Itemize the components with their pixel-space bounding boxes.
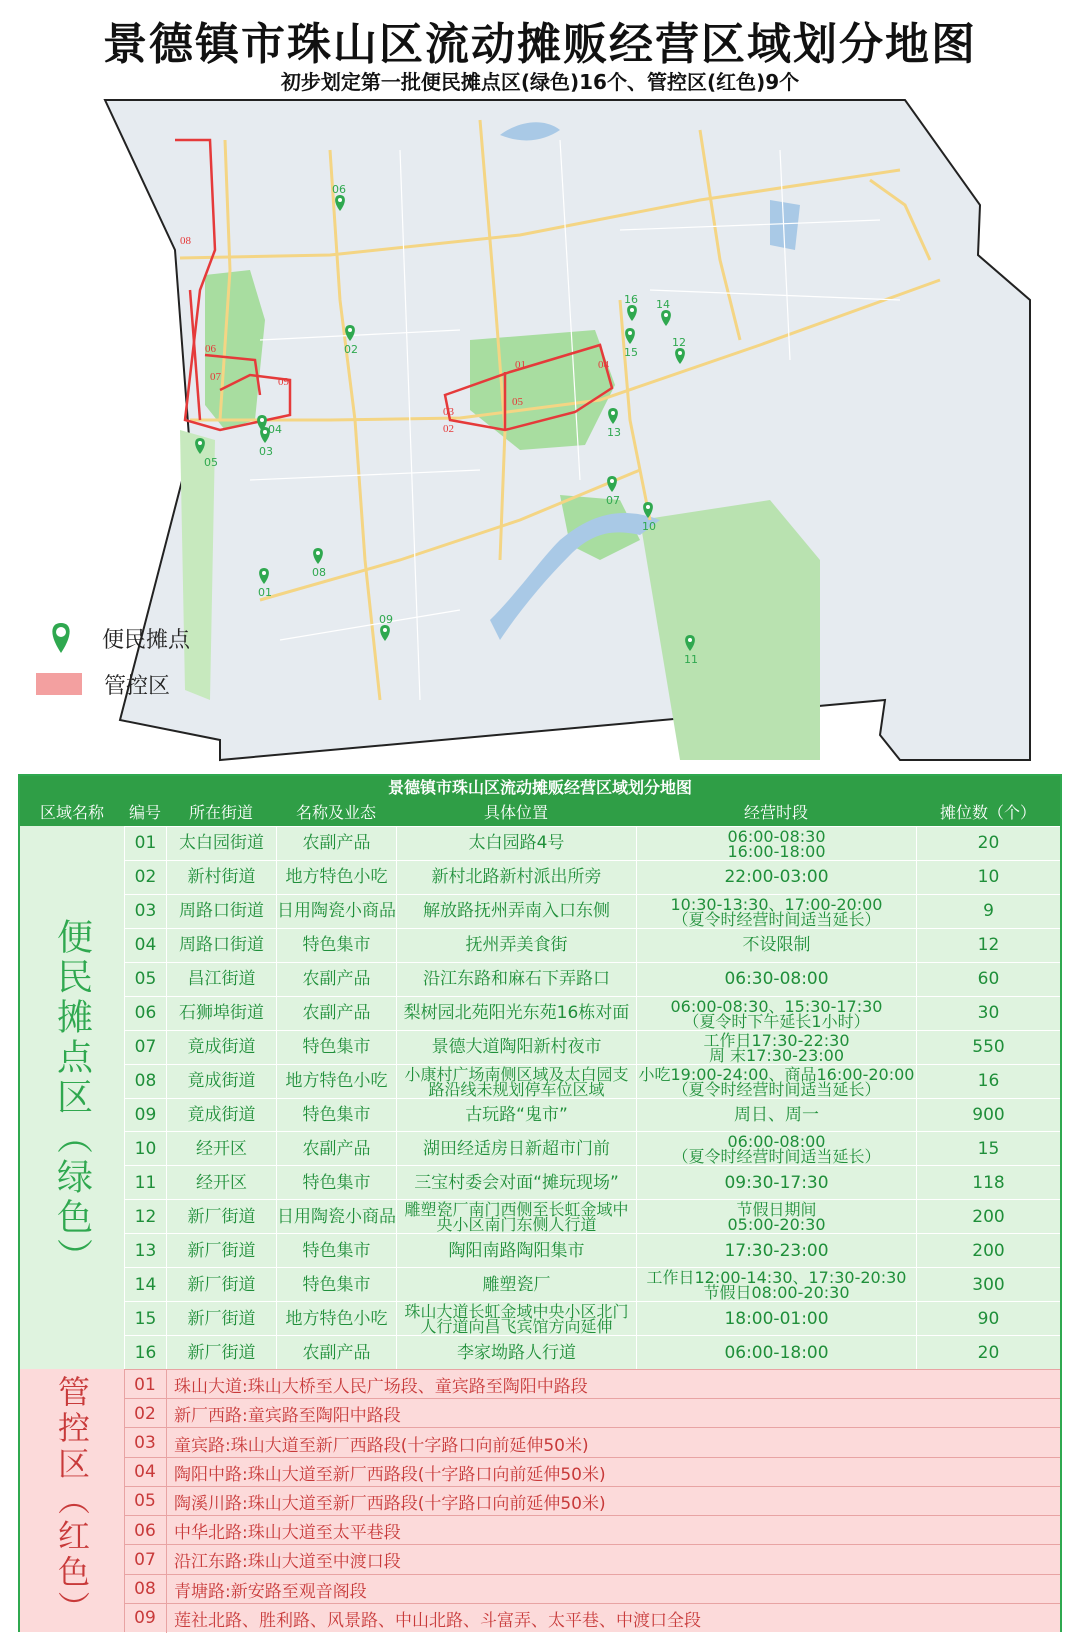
cell-time: 09:30-17:30 xyxy=(636,1166,916,1200)
cell-no: 01 xyxy=(124,1370,167,1399)
control-zone-label: 07 xyxy=(210,371,221,383)
cell-time: 06:30-08:00 xyxy=(636,963,916,997)
cell-location: 抚州弄美食街 xyxy=(396,929,636,963)
cell-location: 陶阳南路陶阳集市 xyxy=(396,1234,636,1268)
header-cell: 所在街道 xyxy=(188,803,253,822)
table-row xyxy=(124,1335,1060,1370)
legend-pin-label: 便民摊点 xyxy=(102,627,191,653)
green-zone-section xyxy=(20,826,1060,1369)
table-row xyxy=(124,928,1060,963)
table-row xyxy=(124,1544,1060,1574)
header-cell: 具体位置 xyxy=(483,803,548,822)
cell-street: 新厂街道 xyxy=(166,1234,276,1268)
table-row xyxy=(124,1457,1060,1487)
cell-location: 三宝村委会对面“摊玩现场” xyxy=(396,1166,636,1200)
control-zone-label: 08 xyxy=(180,235,191,247)
table-row xyxy=(124,1131,1060,1166)
legend-red-label: 管控区 xyxy=(104,673,171,699)
cell-time: 工作日12:00-14:30、17:30-20:30 节假日08:00-20:30 xyxy=(636,1268,916,1302)
table-row xyxy=(124,1030,1060,1065)
cell-time: 小吃19:00-24:00、商品16:00-20:00 （夏令时经营时间适当延长） xyxy=(636,1065,916,1099)
svg-text:06: 06 xyxy=(332,183,346,196)
control-zone-label: 02 xyxy=(443,423,454,435)
red-swatch xyxy=(36,673,82,695)
cell-count: 10 xyxy=(916,861,1060,895)
cell-no: 10 xyxy=(124,1132,166,1166)
table-row xyxy=(124,1098,1060,1133)
map-legend xyxy=(36,620,276,720)
svg-text:08: 08 xyxy=(312,566,326,579)
cell-location: 新村北路新村派出所旁 xyxy=(396,861,636,895)
control-zone-label: 01 xyxy=(515,359,526,371)
table-row xyxy=(124,1233,1060,1268)
table-row xyxy=(124,1486,1060,1516)
cell-count: 20 xyxy=(916,827,1060,861)
cell-count: 550 xyxy=(916,1031,1060,1065)
header-cell: 名称及业态 xyxy=(295,803,376,822)
cell-no: 08 xyxy=(124,1065,166,1099)
cell-desc: 童宾路:珠山大道至新厂西路段(十字路口向前延伸50米) xyxy=(174,1435,589,1456)
cell-desc: 新厂西路:童宾路至陶阳中路段 xyxy=(174,1406,401,1427)
cell-time: 不设限制 xyxy=(636,929,916,963)
cell-count: 12 xyxy=(916,929,1060,963)
cell-time: 06:00-08:00 （夏令时经营时间适当延长） xyxy=(636,1132,916,1166)
cell-location: 古玩路“鬼市” xyxy=(396,1099,636,1133)
location-pin-icon xyxy=(36,620,86,656)
cell-street: 新厂街道 xyxy=(166,1268,276,1302)
cell-street: 竟成街道 xyxy=(166,1099,276,1133)
cell-no: 02 xyxy=(124,861,166,895)
svg-text:16: 16 xyxy=(624,293,638,306)
cell-no: 13 xyxy=(124,1234,166,1268)
cell-no: 03 xyxy=(124,1428,167,1457)
cell-street: 新厂街道 xyxy=(166,1336,276,1370)
table-row xyxy=(124,1574,1060,1604)
table-row xyxy=(124,1267,1060,1302)
cell-count: 90 xyxy=(916,1302,1060,1336)
cell-time: 06:00-18:00 xyxy=(636,1336,916,1370)
cell-location: 沿江东路和麻石下弄路口 xyxy=(396,963,636,997)
cell-location: 湖田经适房日新超市门前 xyxy=(396,1132,636,1166)
cell-no: 05 xyxy=(124,1487,167,1516)
cell-no: 11 xyxy=(124,1166,166,1200)
cell-time: 22:00-03:00 xyxy=(636,861,916,895)
table-row xyxy=(124,1515,1060,1545)
svg-text:10: 10 xyxy=(642,520,656,533)
cell-street: 石狮埠街道 xyxy=(166,997,276,1031)
cell-no: 02 xyxy=(124,1399,167,1428)
cell-desc: 莲社北路、胜利路、风景路、中山北路、斗富弄、太平巷、中渡口全段 xyxy=(174,1610,701,1631)
cell-no: 04 xyxy=(124,929,166,963)
cell-no: 06 xyxy=(124,997,166,1031)
cell-desc: 中华北路:珠山大道至太平巷段 xyxy=(174,1523,401,1544)
svg-text:03: 03 xyxy=(259,445,273,458)
table-row xyxy=(124,1301,1060,1336)
table-row xyxy=(124,1603,1060,1633)
svg-text:09: 09 xyxy=(379,613,393,626)
svg-text:14: 14 xyxy=(656,298,670,311)
cell-desc: 陶溪川路:珠山大道至新厂西路段(十字路口向前延伸50米) xyxy=(174,1493,606,1514)
cell-desc: 青塘路:新安路至观音阁段 xyxy=(174,1581,367,1602)
cell-type: 农副产品 xyxy=(276,963,396,997)
table-row xyxy=(124,826,1060,861)
red-zone-section xyxy=(20,1369,1060,1632)
cell-type: 特色集市 xyxy=(276,1234,396,1268)
cell-count: 9 xyxy=(916,895,1060,929)
cell-no: 09 xyxy=(124,1604,167,1633)
control-zone-label: 04 xyxy=(598,359,609,371)
cell-time: 06:00-08:30、15:30-17:30 （夏令时下午延长1小时） xyxy=(636,997,916,1031)
cell-no: 12 xyxy=(124,1200,166,1234)
cell-type: 特色集市 xyxy=(276,929,396,963)
table-row xyxy=(124,1199,1060,1234)
cell-count: 200 xyxy=(916,1200,1060,1234)
cell-time: 周日、周一 xyxy=(636,1099,916,1133)
cell-street: 新厂街道 xyxy=(166,1302,276,1336)
cell-street: 新厂街道 xyxy=(166,1200,276,1234)
cell-count: 15 xyxy=(916,1132,1060,1166)
legend-pin xyxy=(36,620,190,656)
svg-text:15: 15 xyxy=(624,346,638,359)
table-header xyxy=(20,800,1060,826)
cell-desc: 珠山大道:珠山大桥至人民广场段、童宾路至陶阳中路段 xyxy=(174,1377,588,1398)
svg-text:05: 05 xyxy=(204,456,218,469)
cell-no: 07 xyxy=(124,1545,167,1574)
cell-no: 05 xyxy=(124,963,166,997)
cell-street: 竟成街道 xyxy=(166,1031,276,1065)
page-title: 景德镇市珠山区流动摊贩经营区域划分地图 xyxy=(103,19,977,70)
map-area[interactable] xyxy=(0,0,1080,770)
cell-no: 07 xyxy=(124,1031,166,1065)
cell-no: 03 xyxy=(124,895,166,929)
cell-type: 特色集市 xyxy=(276,1166,396,1200)
cell-street: 经开区 xyxy=(166,1132,276,1166)
cell-no: 04 xyxy=(124,1458,167,1487)
svg-text:07: 07 xyxy=(606,494,620,507)
cell-count: 300 xyxy=(916,1268,1060,1302)
cell-time: 17:30-23:00 xyxy=(636,1234,916,1268)
cell-street: 竟成街道 xyxy=(166,1065,276,1099)
svg-text:02: 02 xyxy=(344,343,358,356)
cell-count: 30 xyxy=(916,997,1060,1031)
svg-text:04: 04 xyxy=(268,423,282,436)
cell-time: 06:00-08:30 16:00-18:00 xyxy=(636,827,916,861)
control-zone-label: 06 xyxy=(205,343,216,355)
cell-type: 农副产品 xyxy=(276,1336,396,1370)
cell-street: 周路口街道 xyxy=(166,895,276,929)
cell-type: 地方特色小吃 xyxy=(276,861,396,895)
red-category-label: 管控区（红色） xyxy=(20,1369,125,1632)
green-category-label: 便民摊点区（绿色） xyxy=(20,826,125,1369)
cell-type: 农副产品 xyxy=(276,1132,396,1166)
cell-count: 20 xyxy=(916,1336,1060,1370)
header-cell: 经营时段 xyxy=(743,803,808,822)
cell-count: 16 xyxy=(916,1065,1060,1099)
table-row xyxy=(124,962,1060,997)
vendor-table xyxy=(18,774,1062,1632)
cell-type: 农副产品 xyxy=(276,827,396,861)
cell-location: 小康村广场南侧区域及太白园支 路沿线未规划停车位区域 xyxy=(396,1065,636,1099)
cell-no: 08 xyxy=(124,1575,167,1604)
cell-type: 地方特色小吃 xyxy=(276,1302,396,1336)
cell-time: 工作日17:30-22:30 周 末17:30-23:00 xyxy=(636,1031,916,1065)
cell-street: 昌江街道 xyxy=(166,963,276,997)
cell-location: 景德大道陶阳新村夜市 xyxy=(396,1031,636,1065)
cell-location: 太白园路4号 xyxy=(396,827,636,861)
cell-time: 节假日期间 05:00-20:30 xyxy=(636,1200,916,1234)
svg-text:12: 12 xyxy=(672,336,686,349)
cell-type: 农副产品 xyxy=(276,997,396,1031)
header-cell: 编号 xyxy=(128,803,161,822)
cell-location: 珠山大道长虹金域中央小区北门 人行道向昌飞宾馆方向延伸 xyxy=(396,1302,636,1336)
cell-count: 118 xyxy=(916,1166,1060,1200)
svg-text:13: 13 xyxy=(607,426,621,439)
cell-street: 经开区 xyxy=(166,1166,276,1200)
table-row xyxy=(124,1427,1060,1457)
cell-type: 特色集市 xyxy=(276,1099,396,1133)
table-row xyxy=(124,894,1060,929)
table-row xyxy=(124,1398,1060,1428)
cell-location: 解放路抚州弄南入口东侧 xyxy=(396,895,636,929)
cell-type: 地方特色小吃 xyxy=(276,1065,396,1099)
cell-street: 太白园街道 xyxy=(166,827,276,861)
svg-text:11: 11 xyxy=(684,653,698,666)
legend-red xyxy=(36,666,170,702)
cell-no: 06 xyxy=(124,1516,167,1545)
svg-text:01: 01 xyxy=(258,586,272,599)
cell-type: 特色集市 xyxy=(276,1268,396,1302)
table-row xyxy=(124,996,1060,1031)
cell-count: 200 xyxy=(916,1234,1060,1268)
cell-no: 01 xyxy=(124,827,166,861)
table-row xyxy=(124,1064,1060,1099)
control-zone-label: 03 xyxy=(443,406,454,418)
park-area xyxy=(640,500,820,760)
table-title: 景德镇市珠山区流动摊贩经营区域划分地图 xyxy=(20,776,1060,800)
cell-count: 900 xyxy=(916,1099,1060,1133)
table-row xyxy=(124,1369,1060,1399)
cell-location: 梨树园北苑阳光东苑16栋对面 xyxy=(396,997,636,1031)
cell-no: 16 xyxy=(124,1336,166,1370)
cell-desc: 沿江东路:珠山大道至中渡口段 xyxy=(174,1552,401,1573)
cell-street: 周路口街道 xyxy=(166,929,276,963)
cell-count: 60 xyxy=(916,963,1060,997)
cell-no: 14 xyxy=(124,1268,166,1302)
cell-type: 日用陶瓷小商品 xyxy=(276,895,396,929)
table-row xyxy=(124,860,1060,895)
cell-location: 雕塑瓷厂南门西侧至长虹金域中 央小区南门东侧人行道 xyxy=(396,1200,636,1234)
cell-time: 18:00-01:00 xyxy=(636,1302,916,1336)
cell-no: 09 xyxy=(124,1099,166,1133)
cell-location: 李家坳路人行道 xyxy=(396,1336,636,1370)
cell-type: 特色集市 xyxy=(276,1031,396,1065)
header-cell: 摊位数（个） xyxy=(939,803,1036,822)
cell-location: 雕塑瓷厂 xyxy=(396,1268,636,1302)
header-cell: 区域名称 xyxy=(39,803,104,822)
control-zone-label: 05 xyxy=(512,396,523,408)
page-subtitle: 初步划定第一批便民摊点区(绿色)16个、管控区(红色)9个 xyxy=(280,70,800,94)
cell-no: 15 xyxy=(124,1302,166,1336)
cell-desc: 陶阳中路:珠山大道至新厂西路段(十字路口向前延伸50米) xyxy=(174,1464,606,1485)
cell-time: 10:30-13:30、17:00-20:00 （夏令时经营时间适当延长） xyxy=(636,895,916,929)
cell-type: 日用陶瓷小商品 xyxy=(276,1200,396,1234)
control-zone-label: 09 xyxy=(278,376,289,388)
table-row xyxy=(124,1165,1060,1200)
cell-street: 新村街道 xyxy=(166,861,276,895)
